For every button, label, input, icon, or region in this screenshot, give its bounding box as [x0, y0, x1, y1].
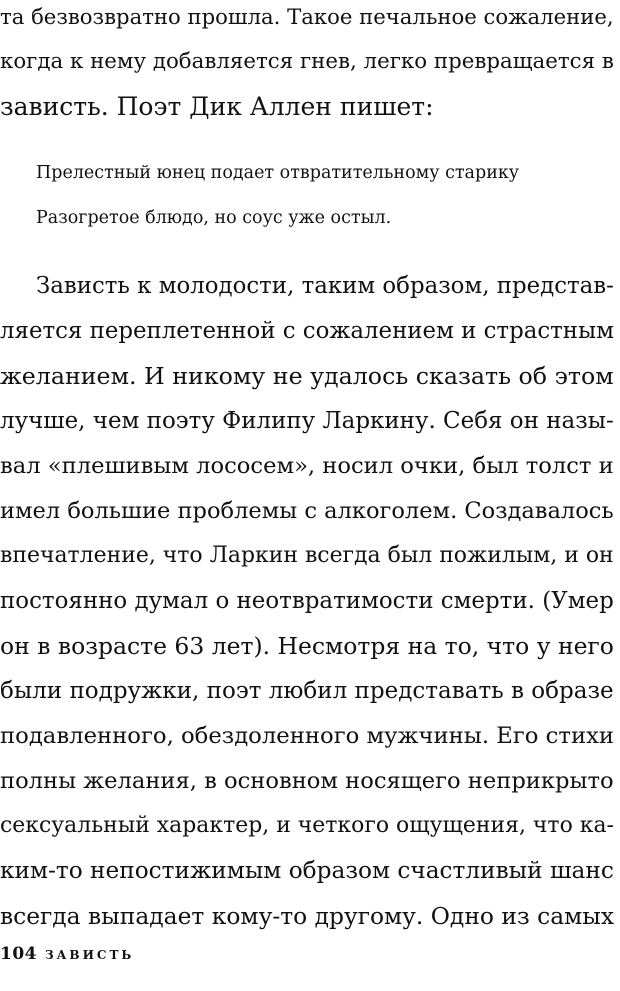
text-line: желанием. И никому не удалось сказать об этом: [0, 362, 614, 390]
page-number: 104: [0, 944, 37, 964]
text-line: имел большие проблемы с алкоголем. Создавалось: [0, 498, 614, 524]
poem-line: Разогретое блюдо, но соус уже остыл.: [36, 208, 392, 228]
text-line: когда к нему добавляется гнев, легко превращается в: [0, 49, 614, 74]
text-line: лучше, чем поэту Филипу Ларкину. Себя он назы-: [0, 408, 614, 434]
text-line: всегда выпадает кому-то другому. Одно из самых: [0, 902, 615, 930]
running-head: ЗАВИСТЬ: [45, 948, 135, 962]
text-line: были подружки, поэт любил представать в образе: [0, 678, 614, 704]
text-line: ким-то непостижимым образом счастливый шанс: [0, 857, 614, 884]
text-line: та безвозвратно прошла. Такое печальное сожаление,: [0, 4, 614, 29]
text-line: он в возрасте 63 лет). Несмотря на то, что у него: [0, 632, 614, 660]
text-line: зависть. Поэт Дик Аллен пишет:: [0, 92, 434, 121]
text-line: вал «плешивым лососем», носил очки, был толст и: [0, 453, 614, 479]
poem-line: Прелестный юнец подает отвратительному старику: [36, 163, 520, 183]
page-footer: [0, 944, 134, 964]
text-line: ляется переплетенной с сожалением и страстным: [0, 318, 614, 344]
text-line: полны желания, в основном носящего неприкрыто: [0, 768, 614, 794]
text-line: сексуальный характер, и четкого ощущения, что ка-: [0, 813, 614, 838]
text-line: Зависть к молодости, таким образом, представ-: [36, 273, 614, 299]
text-line: подавленного, обездоленного мужчины. Его стихи: [0, 723, 615, 749]
text-line: впечатление, что Ларкин всегда был пожилым, и он: [0, 543, 614, 568]
text-line: постоянно думал о неотвратимости смерти. (Умер: [0, 588, 614, 614]
